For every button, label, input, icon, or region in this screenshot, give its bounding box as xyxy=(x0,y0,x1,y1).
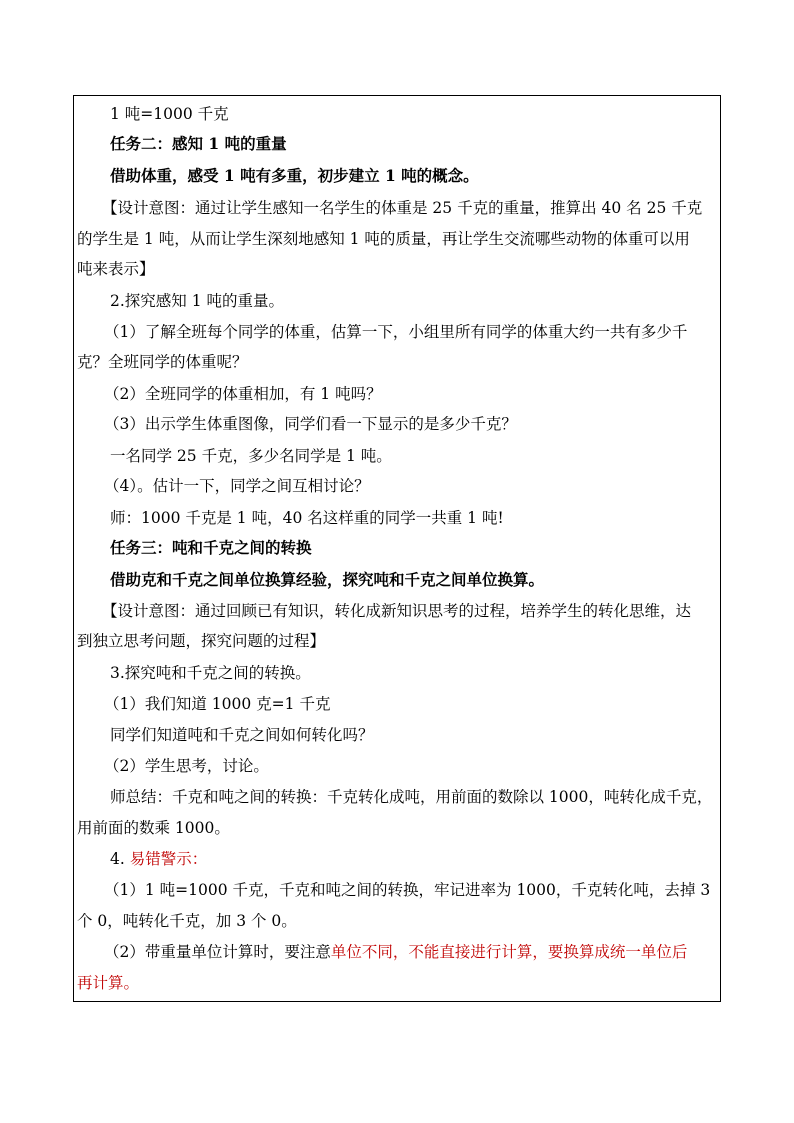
section-2-question-3: （3）出示学生体重图像，同学们看一下显示的是多少千克？ xyxy=(104,415,517,433)
section-4-heading xyxy=(110,849,758,869)
section-2-question-4: （4）。估计一下，同学之间互相讨论？ xyxy=(104,477,370,495)
section-2-question-2: （2）全班同学的体重相加，有 1 吨吗？ xyxy=(104,385,382,403)
section-4-point-1-line-2: 个 0，吨转化千克，加 3 个 0。 xyxy=(77,912,297,930)
section-4-title: 易错警示： xyxy=(129,850,208,868)
task-three-goal: 借助克和千克之间单位换算经验，探究吨和千克之间单位换算。 xyxy=(110,570,545,589)
section-4-point-1-line-1: （1）1 吨=1000 千克，千克和吨之间的转换，牢记进率为 1000，千克转化吨，去掉 3 xyxy=(104,881,711,899)
task-two-heading: 任务二：感知 1 吨的重量 xyxy=(110,134,287,153)
lesson-table-cell xyxy=(73,95,721,1002)
section-3-question-2: （2）学生思考，讨论。 xyxy=(104,757,269,775)
section-4-point-2-line-2: 再计算。 xyxy=(77,974,140,992)
design-intent-1-line-1: 【设计意图：通过让学生感知一名学生的体重是 25 千克的重量，推算出 40 名 25 千克 xyxy=(102,199,703,217)
section-2-question-1-line-2: 克？全班同学的体重呢？ xyxy=(77,353,248,371)
section-4-point-2-prefix: （2）带重量单位计算时，要注意 xyxy=(104,943,331,961)
design-intent-1-line-2: 的学生是 1 吨，从而让学生深刻地感知 1 吨的质量，再让学生交流哪些动物的体重可以用 xyxy=(77,230,690,248)
task-two-goal: 借助体重，感受 1 吨有多重，初步建立 1 吨的概念。 xyxy=(110,166,479,185)
ton-kg-equation: 1 吨=1000 千克 xyxy=(110,105,229,123)
section-4-number: 4. xyxy=(110,850,130,868)
section-3-title: 3.探究吨和千克之间的转换。 xyxy=(110,664,311,682)
section-4-point-2-warning: 单位不同，不能直接进行计算，要换算成统一单位后 xyxy=(330,943,688,961)
section-3-summary-line-1: 师总结：千克和吨之间的转换：千克转化成吨，用前面的数除以 1000，吨转化成千克， xyxy=(110,788,713,806)
section-4-point-2-line-1 xyxy=(104,942,752,962)
task-three-heading: 任务三：吨和千克之间的转换 xyxy=(110,538,312,557)
section-2-question-1-line-1: （1）了解全班每个同学的体重，估算一下，小组里所有同学的体重大约一共有多少千 xyxy=(104,323,688,341)
section-3-summary-line-2: 用前面的数乘 1000。 xyxy=(77,819,230,837)
section-2-statement: 一名同学 25 千克，多少名同学是 1 吨。 xyxy=(110,447,392,465)
section-3-question: 同学们知道吨和千克之间如何转化吗？ xyxy=(110,726,374,744)
design-intent-2-line-2: 到独立思考问题，探究问题的过程】 xyxy=(77,632,326,650)
section-2-teacher-line: 师：1000 千克是 1 吨，40 名这样重的同学一共重 1 吨! xyxy=(110,509,504,527)
section-2-title: 2.探究感知 1 吨的重量。 xyxy=(110,292,285,310)
design-intent-2-line-1: 【设计意图：通过回顾已有知识，转化成新知识思考的过程，培养学生的转化思维，达 xyxy=(102,602,692,620)
section-3-question-1: （1）我们知道 1000 克=1 千克 xyxy=(104,695,331,713)
design-intent-1-line-3: 吨来表示】 xyxy=(77,260,155,278)
